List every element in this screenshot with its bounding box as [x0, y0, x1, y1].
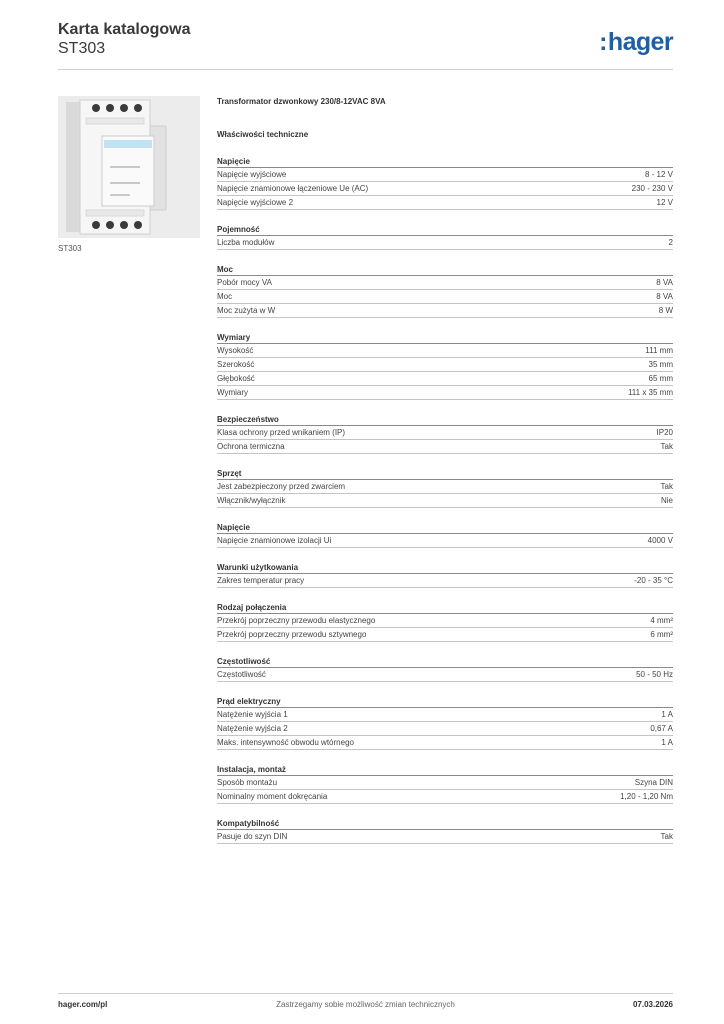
spec-label: Napięcie znamionowe izolacji Ui — [217, 536, 332, 545]
spec-row — [217, 182, 673, 196]
product-name: Transformator dzwonkowy 230/8-12VAC 8VA — [217, 97, 386, 106]
spec-group-title: Pojemność — [217, 224, 673, 236]
spec-value: IP20 — [656, 428, 673, 437]
spec-value: 6 mm² — [650, 630, 673, 639]
spec-row — [217, 722, 673, 736]
spec-value: 1 A — [661, 738, 673, 747]
spec-label: Wysokość — [217, 346, 254, 355]
spec-label: Napięcie wyjściowe 2 — [217, 198, 294, 207]
spec-row — [217, 236, 673, 250]
spec-label: Pobór mocy VA — [217, 278, 272, 287]
spec-label: Włącznik/wyłącznik — [217, 496, 286, 505]
document-title: Karta katalogowa — [58, 21, 191, 38]
technical-properties-heading: Właściwości techniczne — [217, 130, 309, 139]
spec-row — [217, 628, 673, 642]
spec-row — [217, 372, 673, 386]
spec-value: 4 mm² — [650, 616, 673, 625]
spec-value: 8 W — [658, 306, 673, 315]
spec-label: Klasa ochrony przed wnikaniem (IP) — [217, 428, 346, 437]
spec-label: Głębokość — [217, 374, 255, 383]
specification-groups — [217, 156, 673, 844]
spec-row — [217, 344, 673, 358]
spec-group — [217, 562, 673, 588]
spec-row — [217, 534, 673, 548]
spec-label: Moc — [217, 292, 233, 301]
spec-value: 1 A — [661, 710, 673, 719]
spec-label: Liczba modułów — [217, 238, 275, 247]
spec-group — [217, 156, 673, 210]
spec-row — [217, 440, 673, 454]
spec-row — [217, 304, 673, 318]
spec-row — [217, 668, 673, 682]
spec-group — [217, 602, 673, 642]
spec-row — [217, 480, 673, 494]
spec-group — [217, 224, 673, 250]
spec-row — [217, 426, 673, 440]
spec-value: -20 - 35 °C — [634, 576, 673, 585]
spec-value: 8 VA — [656, 278, 673, 287]
spec-group — [217, 764, 673, 804]
footer-disclaimer: Zastrzegamy sobie możliwość zmian technicznych — [276, 1000, 455, 1009]
product-image — [58, 96, 200, 238]
spec-value: 0,67 A — [650, 724, 673, 733]
hager-logo — [599, 28, 673, 57]
spec-label: Natężenie wyjścia 1 — [217, 710, 288, 719]
spec-group-title: Bezpieczeństwo — [217, 414, 673, 426]
spec-group — [217, 696, 673, 750]
spec-label: Szerokość — [217, 360, 255, 369]
spec-group-title: Kompatybilność — [217, 818, 673, 830]
spec-label: Ochrona termiczna — [217, 442, 285, 451]
spec-group-title: Sprzęt — [217, 468, 673, 480]
spec-group-title: Rodzaj połączenia — [217, 602, 673, 614]
spec-group — [217, 264, 673, 318]
spec-value: Nie — [660, 496, 673, 505]
spec-value: 230 - 230 V — [631, 184, 673, 193]
spec-value: 50 - 50 Hz — [636, 670, 673, 679]
footer-website: hager.com/pl — [58, 1000, 108, 1009]
spec-label: Wymiary — [217, 388, 249, 397]
spec-group-title: Wymiary — [217, 332, 673, 344]
spec-row — [217, 708, 673, 722]
spec-label: Zakres temperatur pracy — [217, 576, 305, 585]
spec-label: Sposób montażu — [217, 778, 278, 787]
spec-row — [217, 494, 673, 508]
spec-label: Maks. intensywność obwodu wtórnego — [217, 738, 354, 747]
spec-group-title: Moc — [217, 264, 673, 276]
spec-group — [217, 468, 673, 508]
spec-label: Pasuje do szyn DIN — [217, 832, 288, 841]
document-subtitle: ST303 — [58, 40, 106, 57]
spec-value: 35 mm — [648, 360, 673, 369]
spec-group-title: Częstotliwość — [217, 656, 673, 668]
spec-group — [217, 414, 673, 454]
spec-row — [217, 276, 673, 290]
spec-group-title: Instalacja, montaż — [217, 764, 673, 776]
spec-value: 4000 V — [647, 536, 673, 545]
spec-value: Szyna DIN — [634, 778, 673, 787]
spec-row — [217, 168, 673, 182]
specification-content — [217, 96, 673, 844]
spec-group-title: Prąd elektryczny — [217, 696, 673, 708]
footer-date: 07.03.2026 — [632, 1000, 673, 1009]
logo-colon: : — [599, 28, 607, 56]
spec-row — [217, 776, 673, 790]
spec-value: Tak — [660, 442, 673, 451]
spec-group-title: Warunki użytkowania — [217, 562, 673, 574]
spec-value: 65 mm — [648, 374, 673, 383]
spec-value: 111 x 35 mm — [627, 388, 673, 397]
spec-value: 8 VA — [656, 292, 673, 301]
spec-label: Nominalny moment dokręcania — [217, 792, 328, 801]
spec-row — [217, 290, 673, 304]
spec-label: Jest zabezpieczony przed zwarciem — [217, 482, 346, 491]
spec-row — [217, 358, 673, 372]
spec-group — [217, 656, 673, 682]
spec-group — [217, 522, 673, 548]
spec-label: Moc zużyta w W — [217, 306, 276, 315]
spec-row — [217, 386, 673, 400]
spec-label: Przekrój poprzeczny przewodu elastycznego — [217, 616, 376, 625]
page-header — [58, 20, 673, 70]
spec-label: Przekrój poprzeczny przewodu sztywnego — [217, 630, 367, 639]
spec-value: 1,20 - 1,20 Nm — [620, 792, 673, 801]
spec-value: 12 V — [656, 198, 673, 207]
spec-value: Tak — [660, 482, 673, 491]
spec-label: Natężenie wyjścia 2 — [217, 724, 288, 733]
spec-label: Napięcie znamionowe łączeniowe Ue (AC) — [217, 184, 369, 193]
din-transformer-illustration — [58, 96, 200, 238]
spec-row — [217, 830, 673, 844]
spec-value: 8 - 12 V — [644, 170, 673, 179]
spec-value: 111 mm — [645, 346, 673, 355]
spec-label: Napięcie wyjściowe — [217, 170, 287, 179]
spec-row — [217, 614, 673, 628]
spec-row — [217, 574, 673, 588]
spec-value: 2 — [668, 238, 673, 247]
image-caption: ST303 — [58, 244, 82, 253]
spec-value: Tak — [660, 832, 673, 841]
spec-row — [217, 736, 673, 750]
spec-label: Częstotliwość — [217, 670, 266, 679]
spec-group-title: Napięcie — [217, 156, 673, 168]
spec-row — [217, 196, 673, 210]
logo-text: hager — [607, 28, 673, 56]
spec-group-title: Napięcie — [217, 522, 673, 534]
page-footer — [58, 993, 673, 1013]
spec-row — [217, 790, 673, 804]
spec-group — [217, 818, 673, 844]
spec-group — [217, 332, 673, 400]
